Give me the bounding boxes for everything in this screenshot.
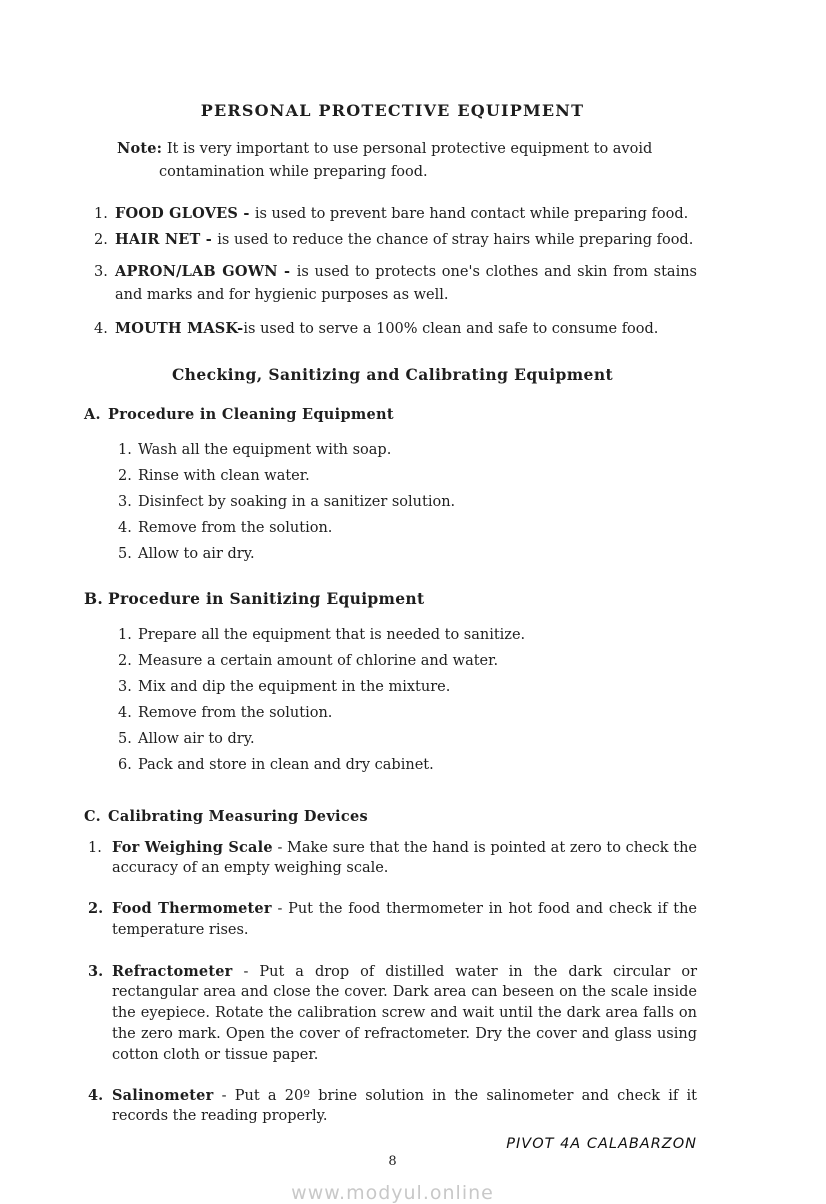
- list-item: [88, 1086, 697, 1128]
- item-desc: Put a 20º brine solution in the salinometer and check if it records the reading properly.: [112, 1087, 697, 1125]
- list-item: [88, 261, 697, 307]
- item-number: 4.: [94, 320, 108, 337]
- subsection-label: C.: [84, 807, 101, 825]
- item-number: 5.: [118, 545, 132, 562]
- subsection-heading-sanitizing: [84, 589, 697, 608]
- item-number: 1.: [118, 441, 132, 458]
- item-number: 2.: [118, 467, 132, 484]
- item-number: 5.: [118, 730, 132, 747]
- item-number: 6.: [118, 756, 132, 773]
- list-item: [88, 622, 697, 648]
- item-desc: is used to protects one's clothes and skin from stains and marks and for hygienic purposes as well.: [115, 263, 697, 303]
- subsection-title: Calibrating Measuring Devices: [108, 807, 368, 825]
- item-term: Salinometer: [112, 1086, 214, 1104]
- item-number: 3.: [94, 263, 108, 280]
- cleaning-steps: [88, 437, 697, 567]
- note-label: Note:: [117, 140, 163, 157]
- item-text: Remove from the solution.: [138, 519, 333, 536]
- item-term: Refractometer: [112, 962, 233, 980]
- item-text: Mix and dip the equipment in the mixture.: [138, 678, 451, 695]
- subsection-title: Procedure in Sanitizing Equipment: [108, 588, 425, 608]
- list-item: [88, 899, 697, 941]
- footer-brand: PIVOT 4A CALABARZON: [506, 1136, 697, 1153]
- list-item: [88, 726, 697, 752]
- item-term: Food Thermometer: [112, 900, 272, 918]
- item-number: 2.: [88, 900, 104, 918]
- item-number: 2.: [94, 231, 108, 248]
- note-text: It is very important to use personal protective equipment to avoid contamination while preparing food.: [159, 141, 653, 181]
- item-term: MOUTH MASK-: [115, 319, 244, 337]
- subsection-heading-cleaning: [84, 406, 697, 423]
- calibrating-list: [88, 838, 697, 1128]
- item-number: 3.: [118, 493, 132, 510]
- item-number: 1.: [118, 626, 132, 643]
- page-number: 8: [388, 1154, 397, 1170]
- item-term: HAIR NET -: [115, 230, 218, 248]
- item-desc: is used to serve a 100% clean and safe to consume food.: [243, 320, 659, 337]
- list-item: [88, 838, 697, 880]
- item-number: 4.: [118, 704, 132, 721]
- list-item: [88, 437, 697, 463]
- item-term: FOOD GLOVES -: [115, 204, 255, 222]
- item-separator: -: [271, 901, 289, 918]
- item-separator: -: [232, 963, 260, 980]
- list-item: [88, 515, 697, 541]
- list-item: [88, 203, 697, 226]
- subsection-title: Procedure in Cleaning Equipment: [108, 405, 394, 423]
- note-block: [117, 137, 729, 185]
- item-text: Allow air to dry.: [138, 730, 255, 747]
- item-desc: Put a drop of distilled water in the dark circular or rectangular area and close the cover. Dark area can beseen on the scale inside the eyepiece. Rotate the calibration screw and wait until the dark area falls on the zero mark. Open the cover of refractometer. Dry the cover and glass using cotton cloth or tissue paper.: [112, 963, 697, 1063]
- list-item: [88, 752, 697, 778]
- sanitizing-steps: [88, 622, 697, 778]
- item-desc: Put the food thermometer in hot food and check if the temperature rises.: [112, 901, 697, 938]
- list-item: [88, 700, 697, 726]
- item-text: Allow to air dry.: [138, 545, 255, 562]
- ppe-list: [88, 203, 697, 341]
- watermark: www.modyul.online: [291, 1182, 494, 1204]
- item-number: 3.: [118, 678, 132, 695]
- list-item: [88, 648, 697, 674]
- list-item: [88, 229, 697, 252]
- item-number: 1.: [88, 839, 102, 856]
- item-separator: -: [272, 839, 288, 856]
- subsection-label: B.: [84, 588, 104, 608]
- list-item: [88, 541, 697, 567]
- item-number: 4.: [118, 519, 132, 536]
- list-item: [88, 962, 697, 1066]
- subsection-label: A.: [84, 405, 101, 423]
- item-desc: is used to prevent bare hand contact while preparing food.: [254, 205, 689, 222]
- list-item: [88, 674, 697, 700]
- item-text: Measure a certain amount of chlorine and water.: [138, 652, 499, 669]
- item-desc: is used to reduce the chance of stray hairs while preparing food.: [217, 231, 694, 248]
- item-desc: Make sure that the hand is pointed at zero to check the accuracy of an empty weighing scale.: [112, 839, 697, 877]
- list-item: [88, 318, 697, 341]
- item-number: 2.: [118, 652, 132, 669]
- item-term: APRON/LAB GOWN -: [115, 262, 297, 280]
- item-text: Remove from the solution.: [138, 704, 333, 721]
- item-text: Rinse with clean water.: [138, 467, 310, 484]
- item-term: For Weighing Scale: [112, 838, 273, 856]
- list-item: [88, 489, 697, 515]
- item-number: 3.: [88, 962, 104, 980]
- item-separator: -: [213, 1087, 235, 1104]
- item-text: Wash all the equipment with soap.: [138, 441, 392, 458]
- item-text: Pack and store in clean and dry cabinet.: [138, 756, 434, 773]
- item-text: Disinfect by soaking in a sanitizer solution.: [138, 493, 456, 510]
- item-number: 1.: [94, 205, 108, 222]
- item-number: 4.: [88, 1086, 104, 1104]
- page-title: PERSONAL PROTECTIVE EQUIPMENT: [200, 101, 585, 120]
- subsection-heading-calibrating: [84, 808, 697, 825]
- list-item: [88, 463, 697, 489]
- item-text: Prepare all the equipment that is needed to sanitize.: [138, 626, 526, 643]
- section-heading: Checking, Sanitizing and Calibrating Equipment: [171, 364, 614, 384]
